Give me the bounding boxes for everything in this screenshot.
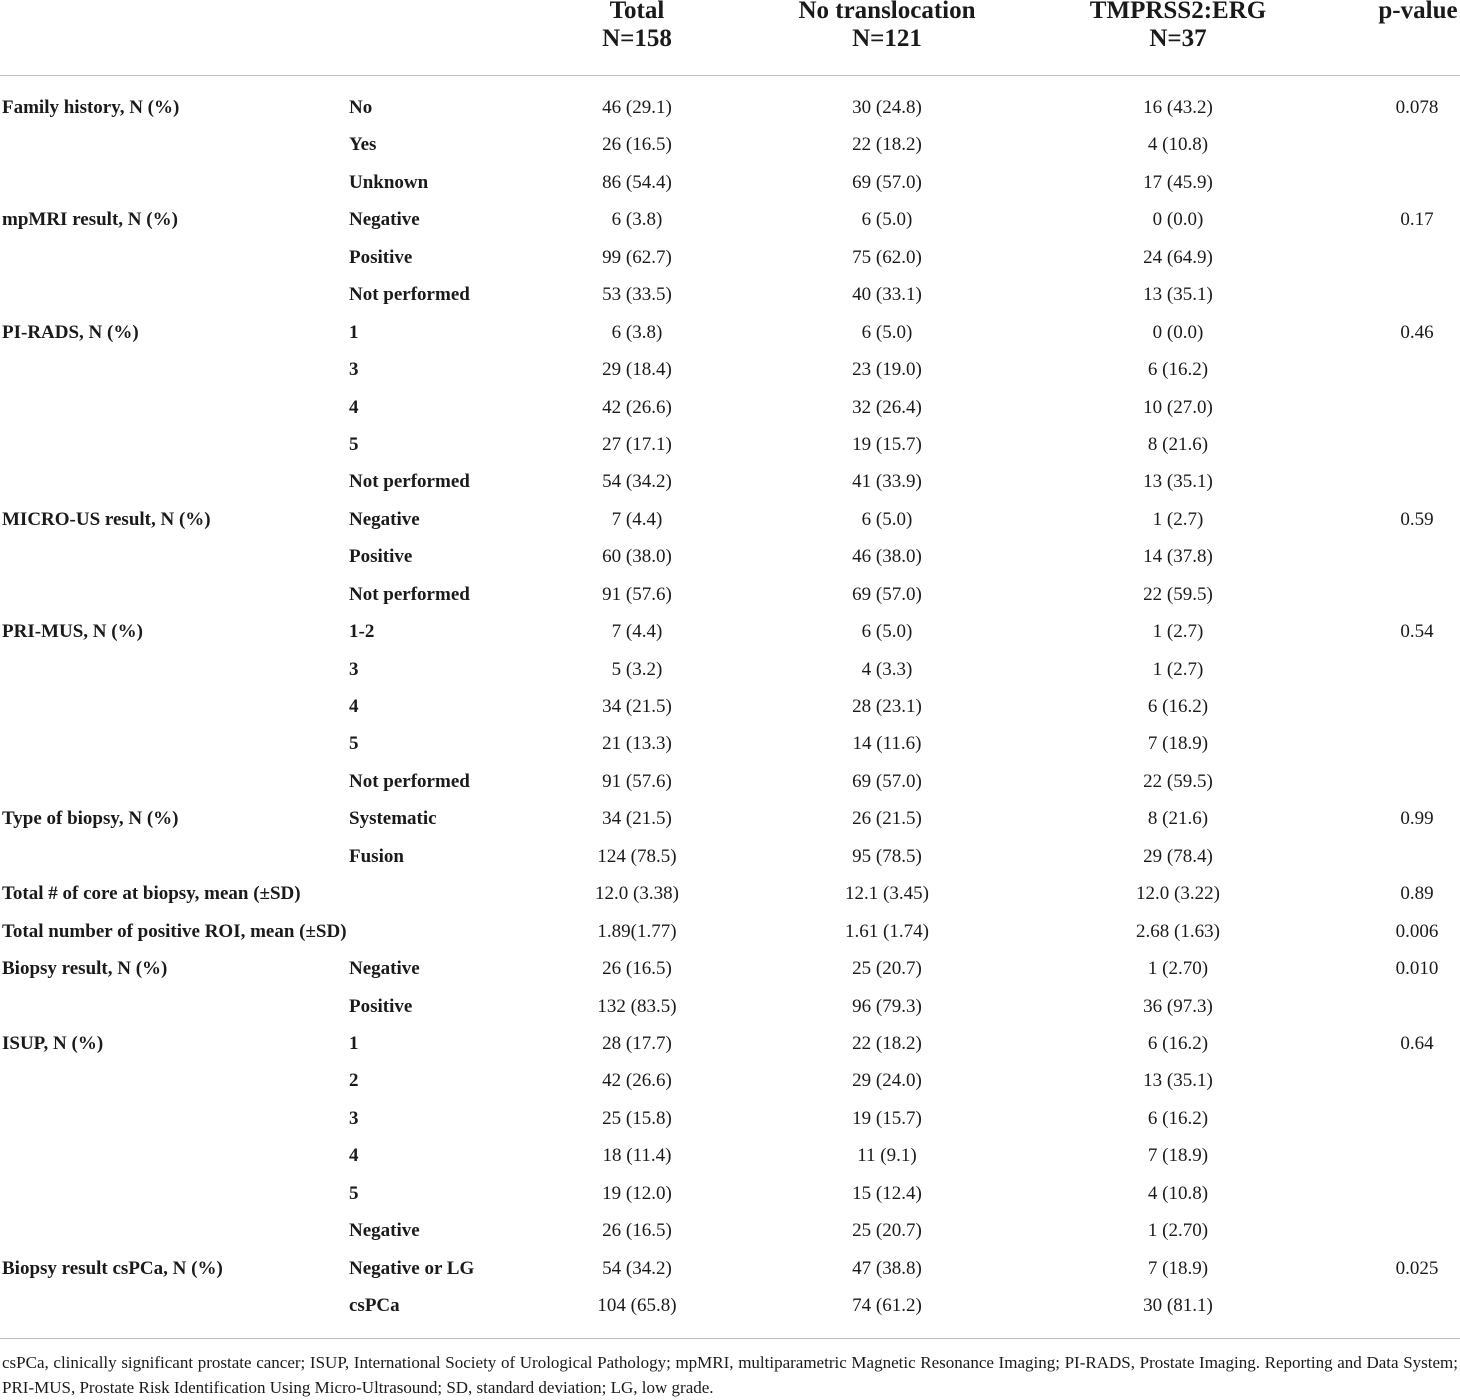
cell-total: 6 (3.8) — [611, 209, 663, 231]
cell-tmprss2-erg: 8 (21.6) — [1147, 808, 1209, 830]
cell-no-translocation: 47 (38.8) — [852, 1257, 922, 1279]
cell-tmprss2-erg: 6 (16.2) — [1147, 359, 1209, 381]
row-level: Systematic — [349, 808, 437, 830]
cell-tmprss2-erg: 13 (35.1) — [1143, 284, 1213, 306]
cell-total: 28 (17.7) — [602, 1032, 672, 1054]
table-row — [0, 89, 1460, 126]
row-level: Positive — [349, 246, 413, 268]
cell-pvalue: 0.89 — [1400, 883, 1434, 905]
table-row — [0, 651, 1460, 688]
cell-pvalue: 0.64 — [1400, 1032, 1434, 1054]
cell-no-translocation: 46 (38.0) — [852, 546, 922, 568]
table-row — [0, 239, 1460, 276]
row-level: Negative or LG — [349, 1257, 475, 1279]
cell-total: 25 (15.8) — [602, 1107, 672, 1129]
cell-no-translocation: 41 (33.9) — [852, 471, 922, 493]
footer-rule — [0, 1338, 1460, 1339]
row-level: 1-2 — [349, 621, 375, 643]
header-tmprss2-erg-n: N=37 — [1149, 25, 1207, 52]
table-row — [0, 276, 1460, 313]
cell-total: 12.0 (3.38) — [595, 883, 679, 905]
cell-total: 86 (54.4) — [602, 171, 672, 193]
cell-tmprss2-erg: 12.0 (3.22) — [1136, 883, 1220, 905]
cell-total: 21 (13.3) — [602, 733, 672, 755]
table-row — [0, 1025, 1460, 1062]
row-level: 1 — [349, 1032, 359, 1054]
cell-no-translocation: 23 (19.0) — [852, 359, 922, 381]
table-row — [0, 1250, 1460, 1287]
row-level: 5 — [349, 433, 359, 455]
cell-pvalue: 0.17 — [1400, 209, 1434, 231]
row-variable: Total # of core at biopsy, mean (±SD) — [2, 883, 301, 905]
cell-tmprss2-erg: 7 (18.9) — [1147, 1145, 1209, 1167]
cell-total: 7 (4.4) — [611, 621, 663, 643]
cell-no-translocation: 69 (57.0) — [852, 770, 922, 792]
row-level: Negative — [349, 1220, 420, 1242]
header-total-n: N=158 — [602, 25, 672, 52]
table-row — [0, 725, 1460, 762]
cell-tmprss2-erg: 17 (45.9) — [1143, 171, 1213, 193]
cell-tmprss2-erg: 8 (21.6) — [1147, 433, 1209, 455]
row-variable: Total number of positive ROI, mean (±SD) — [2, 920, 347, 942]
row-level: 4 — [349, 1145, 359, 1167]
cell-total: 18 (11.4) — [602, 1145, 672, 1167]
cell-pvalue: 0.006 — [1395, 920, 1439, 942]
header-no-translocation-label: No translocation — [798, 0, 976, 24]
cell-tmprss2-erg: 1 (2.7) — [1152, 621, 1204, 643]
cell-no-translocation: 6 (5.0) — [861, 621, 913, 643]
cell-tmprss2-erg: 13 (35.1) — [1143, 1070, 1213, 1092]
row-variable: Family history, N (%) — [2, 97, 180, 118]
cell-total: 104 (65.8) — [597, 1295, 677, 1316]
row-level: Not performed — [349, 583, 470, 605]
row-level: 1 — [349, 321, 359, 343]
row-level: Not performed — [349, 770, 470, 792]
cell-total: 42 (26.6) — [602, 396, 672, 418]
row-level: Positive — [349, 995, 413, 1017]
row-variable: Biopsy result, N (%) — [2, 958, 168, 980]
row-level: Negative — [349, 209, 420, 231]
cell-no-translocation: 26 (21.5) — [852, 808, 922, 830]
cell-total: 99 (62.7) — [602, 246, 672, 268]
cell-no-translocation: 14 (11.6) — [852, 733, 922, 755]
cell-no-translocation: 22 (18.2) — [852, 134, 922, 156]
row-level: 5 — [349, 733, 359, 755]
cell-tmprss2-erg: 10 (27.0) — [1143, 396, 1213, 418]
cell-pvalue: 0.59 — [1400, 508, 1434, 530]
table-row — [0, 463, 1460, 500]
cell-tmprss2-erg: 13 (35.1) — [1143, 471, 1213, 493]
cell-pvalue: 0.99 — [1400, 808, 1434, 830]
cell-no-translocation: 96 (79.3) — [852, 995, 922, 1017]
cell-total: 42 (26.6) — [602, 1070, 672, 1092]
table-row — [0, 613, 1460, 650]
cell-pvalue: 0.46 — [1400, 321, 1434, 343]
row-level: No — [349, 97, 373, 118]
row-level: Unknown — [349, 171, 429, 193]
cell-tmprss2-erg: 6 (16.2) — [1147, 1032, 1209, 1054]
cell-tmprss2-erg: 36 (97.3) — [1143, 995, 1213, 1017]
cell-no-translocation: 75 (62.0) — [852, 246, 922, 268]
cell-total: 34 (21.5) — [602, 696, 672, 717]
cell-no-translocation: 6 (5.0) — [861, 508, 913, 530]
table-row — [0, 389, 1460, 426]
table-header — [0, 0, 1460, 75]
cell-total: 54 (34.2) — [602, 471, 672, 493]
cell-pvalue: 0.078 — [1395, 97, 1439, 118]
table-row — [0, 1100, 1460, 1137]
cell-no-translocation: 69 (57.0) — [852, 171, 922, 193]
cell-total: 1.89(1.77) — [597, 920, 677, 942]
row-variable: PI-RADS, N (%) — [2, 321, 139, 343]
cell-total: 60 (38.0) — [602, 546, 672, 568]
table-row — [0, 538, 1460, 575]
cell-tmprss2-erg: 30 (81.1) — [1143, 1295, 1213, 1316]
row-level: Negative — [349, 958, 420, 980]
cell-total: 91 (57.6) — [602, 583, 672, 605]
row-level: 2 — [349, 1070, 359, 1092]
cell-total: 27 (17.1) — [602, 433, 672, 455]
cell-pvalue: 0.025 — [1395, 1257, 1439, 1279]
cell-total: 26 (16.5) — [602, 958, 672, 980]
cell-total: 6 (3.8) — [611, 321, 663, 343]
table-row — [0, 201, 1460, 238]
cell-tmprss2-erg: 1 (2.70) — [1147, 1220, 1209, 1242]
row-level: 3 — [349, 658, 359, 680]
cell-tmprss2-erg: 22 (59.5) — [1143, 770, 1213, 792]
row-level: Yes — [349, 134, 377, 156]
cell-no-translocation: 29 (24.0) — [852, 1070, 922, 1092]
row-variable: Type of biopsy, N (%) — [2, 808, 179, 830]
cell-total: 26 (16.5) — [602, 1220, 672, 1242]
header-pvalue-label: p-value — [1378, 0, 1458, 24]
cell-pvalue: 0.010 — [1395, 958, 1439, 980]
cell-no-translocation: 19 (15.7) — [852, 433, 922, 455]
table-row — [0, 351, 1460, 388]
cell-tmprss2-erg: 2.68 (1.63) — [1136, 920, 1220, 942]
cell-tmprss2-erg: 16 (43.2) — [1143, 97, 1213, 118]
cell-no-translocation: 25 (20.7) — [852, 958, 922, 980]
cell-no-translocation: 25 (20.7) — [852, 1220, 922, 1242]
cell-tmprss2-erg: 7 (18.9) — [1147, 1257, 1209, 1279]
table-row — [0, 875, 1460, 912]
row-level: Negative — [349, 508, 420, 530]
cell-tmprss2-erg: 0 (0.0) — [1152, 209, 1204, 231]
header-tmprss2-erg — [1078, 0, 1278, 53]
table-row — [0, 763, 1460, 800]
row-level: 3 — [349, 359, 359, 381]
cell-tmprss2-erg: 1 (2.7) — [1152, 658, 1204, 680]
header-total-label: Total — [609, 0, 665, 24]
cell-no-translocation: 12.1 (3.45) — [845, 883, 929, 905]
cell-no-translocation: 4 (3.3) — [861, 658, 913, 680]
header-pvalue — [1368, 0, 1460, 25]
cell-no-translocation: 11 (9.1) — [857, 1145, 917, 1167]
table-row — [0, 164, 1460, 201]
row-variable: PRI-MUS, N (%) — [2, 621, 143, 643]
header-tmprss2-erg-label: TMPRSS2:ERG — [1089, 0, 1267, 24]
header-rule — [0, 75, 1460, 76]
cell-no-translocation: 6 (5.0) — [861, 209, 913, 231]
row-level: 5 — [349, 1182, 359, 1204]
cell-tmprss2-erg: 29 (78.4) — [1143, 845, 1213, 867]
table-row — [0, 1212, 1460, 1249]
cell-total: 29 (18.4) — [602, 359, 672, 381]
cell-total: 53 (33.5) — [602, 284, 672, 306]
row-level: 4 — [349, 696, 359, 717]
row-variable: mpMRI result, N (%) — [2, 209, 178, 231]
cell-tmprss2-erg: 24 (64.9) — [1143, 246, 1213, 268]
cell-no-translocation: 32 (26.4) — [852, 396, 922, 418]
header-no-translocation — [777, 0, 997, 53]
row-level: Positive — [349, 546, 413, 568]
table-row — [0, 1062, 1460, 1099]
table-row — [0, 576, 1460, 613]
cell-total: 91 (57.6) — [602, 770, 672, 792]
table-row — [0, 1175, 1460, 1212]
row-variable: Biopsy result csPCa, N (%) — [2, 1257, 223, 1279]
table-row — [0, 800, 1460, 837]
cell-total: 124 (78.5) — [597, 845, 677, 867]
cell-tmprss2-erg: 22 (59.5) — [1143, 583, 1213, 605]
cell-total: 132 (83.5) — [597, 995, 677, 1017]
row-level: 4 — [349, 396, 359, 418]
cell-total: 54 (34.2) — [602, 1257, 672, 1279]
cell-no-translocation: 6 (5.0) — [861, 321, 913, 343]
cell-no-translocation: 22 (18.2) — [852, 1032, 922, 1054]
row-level: 3 — [349, 1107, 359, 1129]
cell-total: 19 (12.0) — [602, 1182, 672, 1204]
table-row — [0, 1137, 1460, 1174]
row-level: csPCa — [349, 1295, 400, 1316]
table-row — [0, 950, 1460, 987]
table-row — [0, 1287, 1460, 1324]
cell-tmprss2-erg: 4 (10.8) — [1147, 134, 1209, 156]
cell-pvalue: 0.54 — [1400, 621, 1434, 643]
table-body — [0, 89, 1460, 1324]
cell-tmprss2-erg: 1 (2.7) — [1152, 508, 1204, 530]
table-row — [0, 501, 1460, 538]
row-level: Not performed — [349, 284, 470, 306]
table-row — [0, 913, 1460, 950]
cell-no-translocation: 28 (23.1) — [852, 696, 922, 717]
table-footnote: csPCa, clinically significant prostate cancer; ISUP, International Society of Urological Pathology; mpMRI, multiparametric Magnetic Resonance Imaging; PI-RADS, Prostate Imaging. Reporting and Data System; PRI-MUS, Prostate Risk Identification Using Micro-Ultrasound; SD, standard deviation; LG, low grade. — [2, 1353, 1458, 1397]
cell-tmprss2-erg: 4 (10.8) — [1147, 1182, 1209, 1204]
cell-no-translocation: 95 (78.5) — [852, 845, 922, 867]
table-row — [0, 988, 1460, 1025]
row-level: Fusion — [349, 845, 404, 867]
cell-total: 46 (29.1) — [602, 97, 672, 118]
cell-total: 26 (16.5) — [602, 134, 672, 156]
cell-no-translocation: 15 (12.4) — [852, 1182, 922, 1204]
row-variable: MICRO-US result, N (%) — [2, 508, 211, 530]
table-row — [0, 126, 1460, 163]
cell-no-translocation: 40 (33.1) — [852, 284, 922, 306]
table-row — [0, 426, 1460, 463]
table-row — [0, 838, 1460, 875]
cell-tmprss2-erg: 1 (2.70) — [1147, 958, 1209, 980]
header-no-translocation-n: N=121 — [852, 25, 922, 52]
cell-total: 34 (21.5) — [602, 808, 672, 830]
cell-tmprss2-erg: 14 (37.8) — [1143, 546, 1213, 568]
cell-tmprss2-erg: 7 (18.9) — [1147, 733, 1209, 755]
cell-total: 7 (4.4) — [611, 508, 663, 530]
cell-no-translocation: 1.61 (1.74) — [845, 920, 929, 942]
cell-tmprss2-erg: 6 (16.2) — [1147, 1107, 1209, 1129]
table-row — [0, 688, 1460, 725]
cell-no-translocation: 74 (61.2) — [852, 1295, 922, 1316]
cell-no-translocation: 30 (24.8) — [852, 97, 922, 118]
cell-tmprss2-erg: 0 (0.0) — [1152, 321, 1204, 343]
header-total — [557, 0, 717, 53]
cell-no-translocation: 69 (57.0) — [852, 583, 922, 605]
cell-total: 5 (3.2) — [611, 658, 663, 680]
cell-no-translocation: 19 (15.7) — [852, 1107, 922, 1129]
row-variable: ISUP, N (%) — [2, 1032, 104, 1054]
cell-tmprss2-erg: 6 (16.2) — [1147, 696, 1209, 717]
table-row — [0, 314, 1460, 351]
row-level: Not performed — [349, 471, 470, 493]
